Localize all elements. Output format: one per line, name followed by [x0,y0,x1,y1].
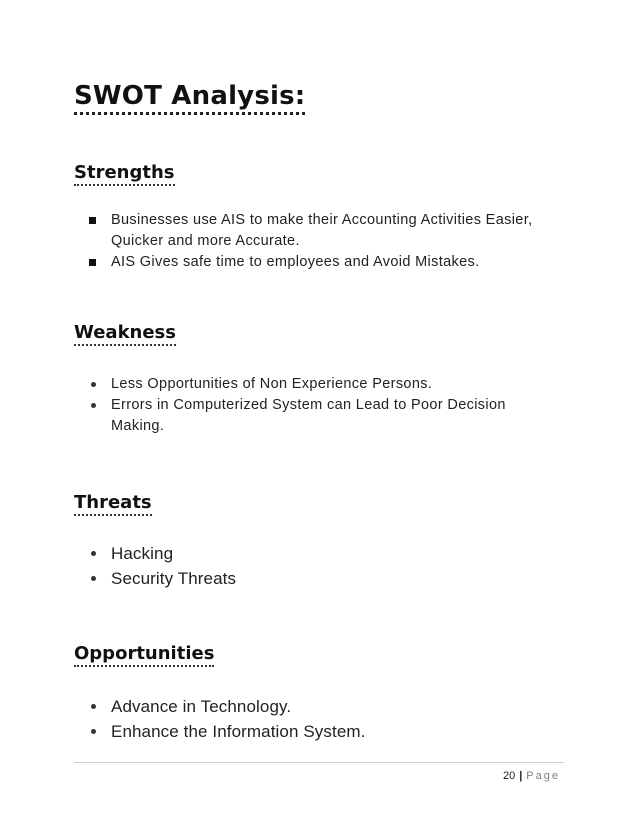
list-item: Hacking [74,541,534,566]
footer-divider [74,762,564,763]
weakness-list [74,374,534,437]
list-item: Enhance the Information System. [74,719,534,744]
page-title: SWOT Analysis: [74,80,305,115]
page-number: 20 [502,770,516,782]
opportunities-list [74,694,534,744]
list-item: Errors in Computerized System can Lead to Poor Decision Making. [74,395,534,437]
threats-heading: Threats [74,492,152,516]
list-item: Advance in Technology. [74,694,534,719]
footer-separator: | [519,770,523,782]
list-item: Security Threats [74,566,534,591]
opportunities-heading: Opportunities [74,643,214,667]
list-item: Businesses use AIS to make their Accounting Activities Easier, Quicker and more Accurate. [74,210,554,252]
strengths-heading: Strengths [74,162,175,186]
strengths-list [74,210,554,273]
list-item: AIS Gives safe time to employees and Avoid Mistakes. [74,252,554,273]
threats-list [74,541,534,591]
page-footer [503,770,560,782]
page-label: Page [526,770,560,782]
weakness-heading: Weakness [74,322,176,346]
list-item: Less Opportunities of Non Experience Persons. [74,374,534,395]
